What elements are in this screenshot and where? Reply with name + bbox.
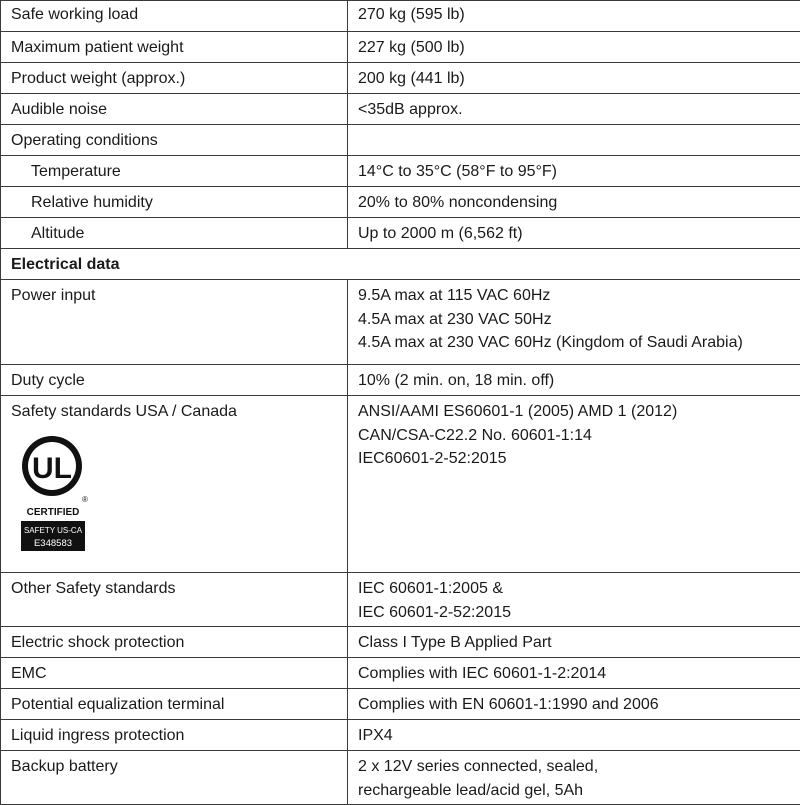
ul-letters: UL xyxy=(32,452,72,485)
spec-value: 200 kg (441 lb) xyxy=(348,63,800,94)
spec-value: 14°C to 35°C (58°F to 95°F) xyxy=(348,156,800,187)
spec-label-cell xyxy=(1,396,348,573)
value-line: IEC60601-2-52:2015 xyxy=(358,447,800,471)
spec-value: IPX4 xyxy=(348,720,800,751)
spec-value: Complies with IEC 60601-1-2:2014 xyxy=(348,658,800,689)
table-row xyxy=(1,365,800,396)
spec-label: Duty cycle xyxy=(1,365,348,396)
spec-value: <35dB approx. xyxy=(348,94,800,125)
table-row xyxy=(1,720,800,751)
value-line: IEC 60601-1:2005 & xyxy=(358,577,800,601)
table-row xyxy=(1,396,800,573)
table-row xyxy=(1,218,800,249)
table-row xyxy=(1,94,800,125)
spec-value: Up to 2000 m (6,562 ft) xyxy=(348,218,800,249)
spec-value: 10% (2 min. on, 18 min. off) xyxy=(348,365,800,396)
spec-value: 20% to 80% noncondensing xyxy=(348,187,800,218)
value-line: 4.5A max at 230 VAC 60Hz (Kingdom of Saudi Arabia) xyxy=(358,331,800,355)
table-row xyxy=(1,751,800,805)
spec-label: Electric shock protection xyxy=(1,627,348,658)
spec-label: Relative humidity xyxy=(1,187,348,218)
spec-label: Potential equalization terminal xyxy=(1,689,348,720)
ul-certified-logo xyxy=(19,432,93,554)
spec-label: Safety standards USA / Canada xyxy=(11,400,347,424)
spec-value: 270 kg (595 lb) xyxy=(348,1,800,32)
table-row xyxy=(1,32,800,63)
spec-value xyxy=(348,396,800,573)
spec-value xyxy=(348,280,800,365)
table-row xyxy=(1,1,800,32)
spec-label: EMC xyxy=(1,658,348,689)
value-line: 4.5A max at 230 VAC 50Hz xyxy=(358,308,800,332)
spec-label: Other Safety standards xyxy=(1,573,348,627)
file-number-text: E348583 xyxy=(34,538,72,549)
spec-label: Product weight (approx.) xyxy=(1,63,348,94)
spec-label: Backup battery xyxy=(1,751,348,805)
table-row xyxy=(1,573,800,627)
spec-value xyxy=(348,125,800,156)
table-row xyxy=(1,187,800,218)
table-row xyxy=(1,627,800,658)
value-line: 2 x 12V series connected, sealed, xyxy=(358,755,800,779)
table-row xyxy=(1,658,800,689)
spec-label: Temperature xyxy=(1,156,348,187)
table-row xyxy=(1,156,800,187)
spec-value xyxy=(348,751,800,805)
value-line: rechargeable lead/acid gel, 5Ah xyxy=(358,779,800,803)
safety-us-ca-text: SAFETY US-CA xyxy=(24,526,83,535)
spec-value xyxy=(348,573,800,627)
section-heading: Electrical data xyxy=(1,249,800,280)
table-row xyxy=(1,689,800,720)
spec-label: Liquid ingress protection xyxy=(1,720,348,751)
value-line: ANSI/AAMI ES60601-1 (2005) AMD 1 (2012) xyxy=(358,400,800,424)
spec-label: Operating conditions xyxy=(1,125,348,156)
section-row xyxy=(1,249,800,280)
spec-label: Power input xyxy=(1,280,348,365)
value-line: 9.5A max at 115 VAC 60Hz xyxy=(358,284,800,308)
spec-label: Altitude xyxy=(1,218,348,249)
value-line: IEC 60601-2-52:2015 xyxy=(358,601,800,625)
registered-mark: ® xyxy=(82,495,88,504)
table-row xyxy=(1,125,800,156)
spec-value: 227 kg (500 lb) xyxy=(348,32,800,63)
certified-text: CERTIFIED xyxy=(27,507,80,518)
spec-value: Class I Type B Applied Part xyxy=(348,627,800,658)
spec-label: Safe working load xyxy=(1,1,348,32)
table-row xyxy=(1,280,800,365)
value-line: CAN/CSA-C22.2 No. 60601-1:14 xyxy=(358,424,800,448)
spec-label: Maximum patient weight xyxy=(1,32,348,63)
table-row xyxy=(1,63,800,94)
spec-label: Audible noise xyxy=(1,94,348,125)
spec-value: Complies with EN 60601-1:1990 and 2006 xyxy=(348,689,800,720)
